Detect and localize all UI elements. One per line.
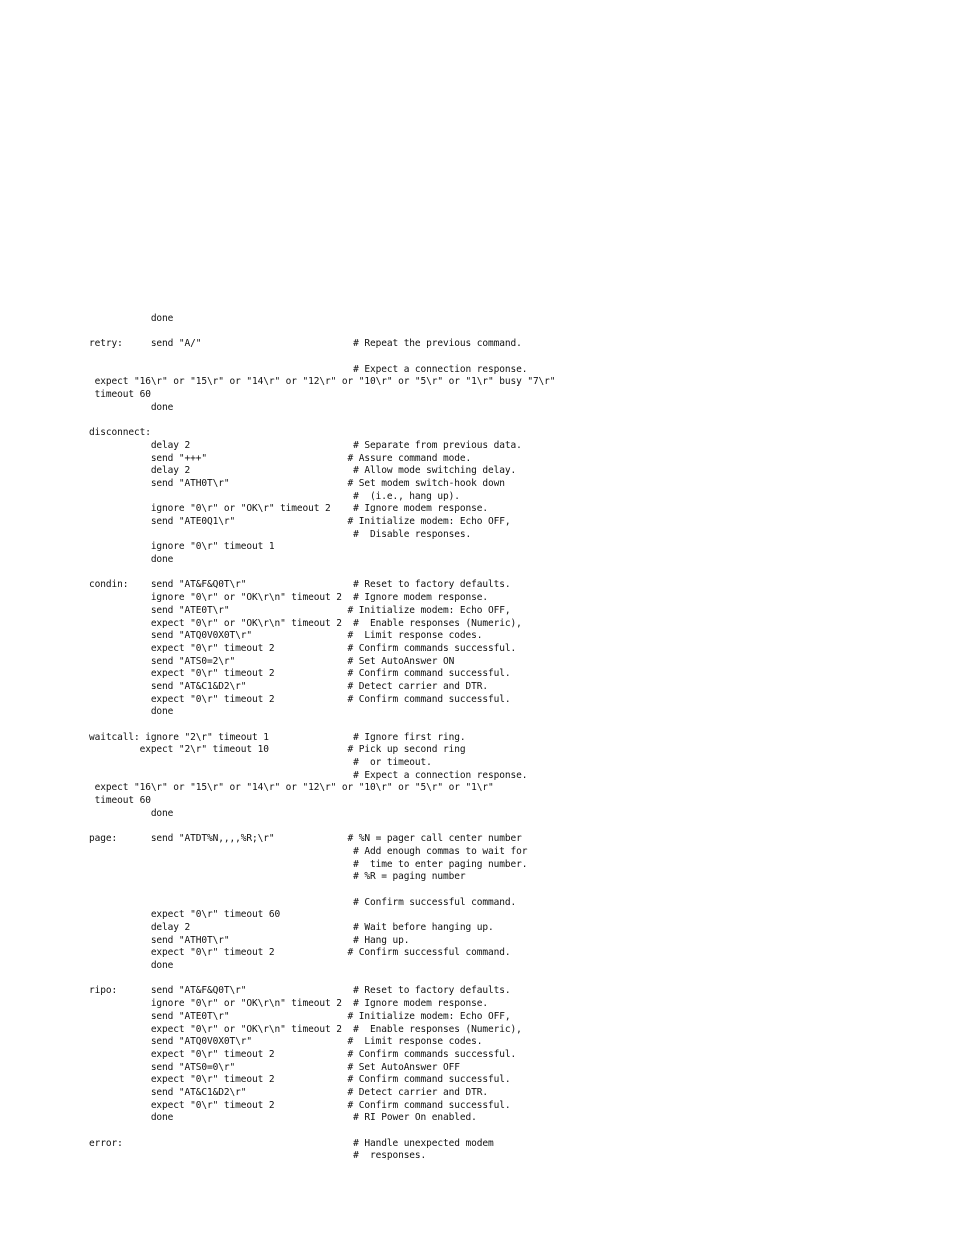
code-line: expect "0\r" timeout 2 # Confirm commands successful. [89, 1048, 517, 1060]
code-line: done [89, 960, 174, 972]
code-line: timeout 60 [89, 389, 151, 401]
code-line: expect "0\r" or "OK\r\n" timeout 2 # Enable responses (Numeric), [89, 1023, 522, 1035]
code-line: expect "0\r" timeout 2 # Confirm command successful. [89, 668, 511, 680]
code-line: # Confirm successful command. [89, 896, 517, 908]
code-line: ripo: send "AT&F&Q0T\r" # Reset to factory defaults. [89, 985, 511, 997]
code-line [89, 415, 555, 428]
code-line: ignore "0\r" or "OK\r" timeout 2 # Ignore modem response. [89, 503, 488, 515]
code-line: send "AT&C1&D2\r" # Detect carrier and DTR. [89, 1086, 488, 1098]
code-line: send "ATH0T\r" # Hang up. [89, 934, 410, 946]
code-line [89, 884, 555, 897]
code-line: delay 2 # Allow mode switching delay. [89, 465, 517, 477]
code-line: delay 2 # Wait before hanging up. [89, 922, 494, 933]
code-line: expect "16\r" or "15\r" or "14\r" or "12\r" or "10\r" or "5\r" or "1\r" busy "7\r" [89, 376, 556, 388]
code-line: expect "0\r" or "OK\r\n" timeout 2 # Enable responses (Numeric), [89, 617, 522, 629]
code-line: delay 2 # Separate from previous data. [89, 439, 522, 451]
code-line: # Expect a connection response. [89, 363, 528, 375]
code-line: send "AT&C1&D2\r" # Detect carrier and DTR. [89, 680, 488, 692]
code-line: done [89, 706, 174, 718]
code-line: send "+++" # Assure command mode. [89, 452, 472, 464]
code-line: send "ATQ0V0X0T\r" # Limit response codes. [89, 1036, 483, 1048]
modem-script-listing [89, 313, 555, 1163]
code-line: # (i.e., hang up). [89, 490, 460, 502]
code-line: send "ATH0T\r" # Set modem switch-hook down [89, 477, 505, 489]
code-line: page: send "ATDT%N,,,,%R;\r" # %N = pager call center number [89, 833, 522, 845]
code-line [89, 1125, 555, 1138]
code-line: expect "16\r" or "15\r" or "14\r" or "12\r" or "10\r" or "5\r" or "1\r" [89, 782, 494, 794]
code-line [89, 326, 555, 339]
code-line: waitcall: ignore "2\r" timeout 1 # Ignore first ring. [89, 731, 466, 743]
code-line: send "ATS0=0\r" # Set AutoAnswer OFF [89, 1061, 460, 1073]
code-line: # or timeout. [89, 757, 432, 769]
code-line: # Add enough commas to wait for [89, 845, 528, 857]
code-line: send "ATE0T\r" # Initialize modem: Echo OFF, [89, 604, 511, 616]
code-line: timeout 60 [89, 795, 151, 807]
code-line: # %R = paging number [89, 871, 466, 883]
code-line [89, 821, 555, 834]
code-line: expect "2\r" timeout 10 # Pick up second ring [89, 744, 466, 756]
code-line [89, 351, 555, 364]
code-line [89, 719, 555, 732]
code-line: done [89, 313, 174, 324]
code-line: ignore "0\r" timeout 1 [89, 541, 275, 553]
code-line: # responses. [89, 1150, 427, 1162]
code-line: done # RI Power On enabled. [89, 1112, 477, 1124]
code-line: done [89, 554, 174, 566]
code-line: expect "0\r" timeout 60 [89, 909, 281, 921]
code-line: condin: send "AT&F&Q0T\r" # Reset to factory defaults. [89, 579, 511, 591]
code-line: # Expect a connection response. [89, 769, 528, 781]
code-line: ignore "0\r" or "OK\r\n" timeout 2 # Ignore modem response. [89, 592, 488, 604]
code-line [89, 567, 555, 580]
code-line: done [89, 807, 174, 819]
code-line [89, 973, 555, 986]
code-line: send "ATQ0V0X0T\r" # Limit response codes. [89, 630, 483, 642]
code-line: # time to enter paging number. [89, 858, 528, 870]
code-line: send "ATE0T\r" # Initialize modem: Echo OFF, [89, 1010, 511, 1022]
code-line: expect "0\r" timeout 2 # Confirm command successful. [89, 1099, 511, 1111]
code-line: done [89, 401, 174, 413]
code-line: expect "0\r" timeout 2 # Confirm command successful. [89, 1074, 511, 1086]
code-line: expect "0\r" timeout 2 # Confirm command successful. [89, 693, 511, 705]
code-line: retry: send "A/" # Repeat the previous command. [89, 338, 522, 350]
code-line: disconnect: [89, 427, 151, 439]
code-line: # Disable responses. [89, 528, 472, 540]
code-line: error: # Handle unexpected modem [89, 1137, 494, 1149]
code-line: send "ATS0=2\r" # Set AutoAnswer ON [89, 655, 455, 667]
code-line: expect "0\r" timeout 2 # Confirm successful command. [89, 947, 511, 959]
code-line: expect "0\r" timeout 2 # Confirm commands successful. [89, 642, 517, 654]
code-line: send "ATE0Q1\r" # Initialize modem: Echo OFF, [89, 516, 511, 527]
code-line: ignore "0\r" or "OK\r\n" timeout 2 # Ignore modem response. [89, 998, 488, 1010]
